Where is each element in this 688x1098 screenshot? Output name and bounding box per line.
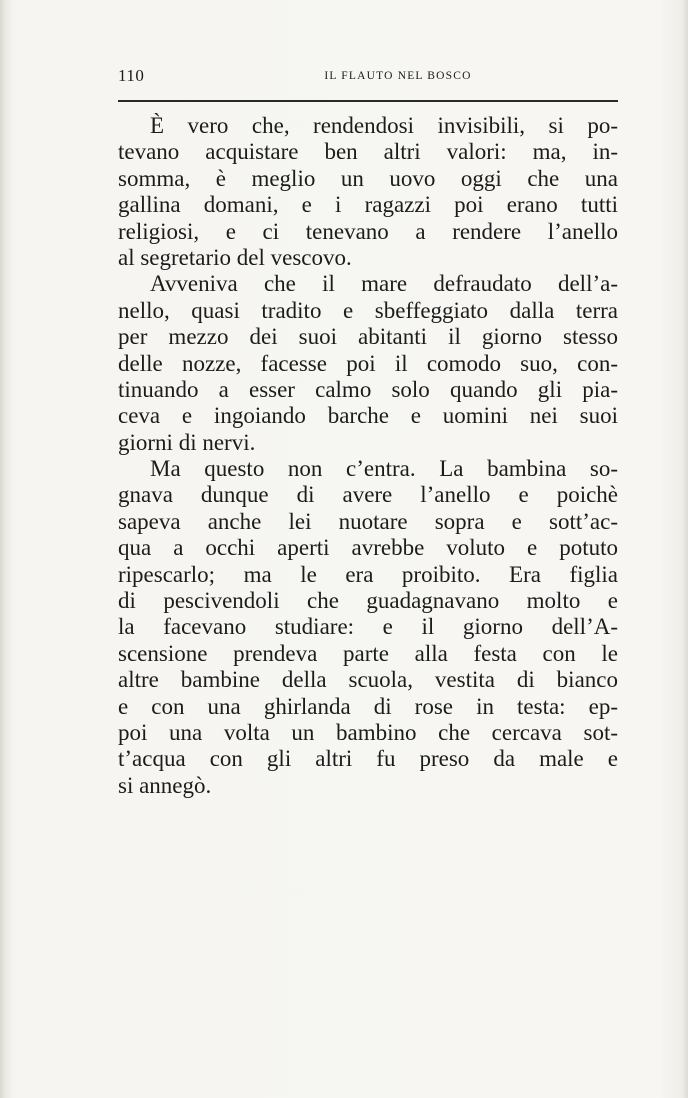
header-rule [118,100,618,102]
text-line: la facevano studiare: e il giorno dell’A- [118,614,618,640]
text-line: qua a occhi aperti avrebbe voluto e potuto [118,535,618,561]
text-line: Avveniva che il mare defraudato dell’a- [150,271,618,297]
text-line: si annegò. [118,772,212,798]
text-line: somma, è meglio un uovo oggi che una [118,165,618,191]
text-line: delle nozze, facesse poi il comodo suo, con- [118,350,618,376]
text-body [118,113,618,799]
text-line: giorni di nervi. [118,429,256,455]
running-title: IL FLAUTO NEL BOSCO [324,70,472,82]
text-line: Ma questo non c’entra. La bambina so- [150,456,618,482]
text-line: t’acqua con gli altri fu preso da male e [118,746,618,772]
text-line: tevano acquistare ben altri valori: ma, in- [118,139,618,165]
text-line: nello, quasi tradito e sbeffeggiato dalla terra [118,297,618,323]
text-line: e con una ghirlanda di rose in testa: ep- [118,693,618,719]
text-line: poi una volta un bambino che cercava sot- [118,719,618,745]
text-line: gallina domani, e i ragazzi poi erano tutti [118,192,618,218]
text-line: ceva e ingoiando barche e uomini nei suoi [118,403,618,429]
text-line: gnava dunque di avere l’anello e poichè [118,482,618,508]
page-header [118,58,618,98]
text-line: ripescarlo; ma le era proibito. Era figlia [118,561,618,587]
text-line: sapeva anche lei nuotare sopra e sott’ac- [118,508,618,534]
text-line: al segretario del vescovo. [118,244,352,270]
text-line: È vero che, rendendosi invisibili, si po- [150,113,618,138]
page-number: 110 [118,66,145,85]
text-line: scensione prendeva parte alla festa con le [118,640,618,666]
text-line: per mezzo dei suoi abitanti il giorno stesso [118,324,618,350]
text-line: religiosi, e ci tenevano a rendere l’anello [118,218,618,244]
text-line: di pescivendoli che guadagnavano molto e [118,588,618,614]
text-line: tinuando a esser calmo solo quando gli pia- [118,376,618,402]
text-line: altre bambine della scuola, vestita di bianco [118,667,618,693]
